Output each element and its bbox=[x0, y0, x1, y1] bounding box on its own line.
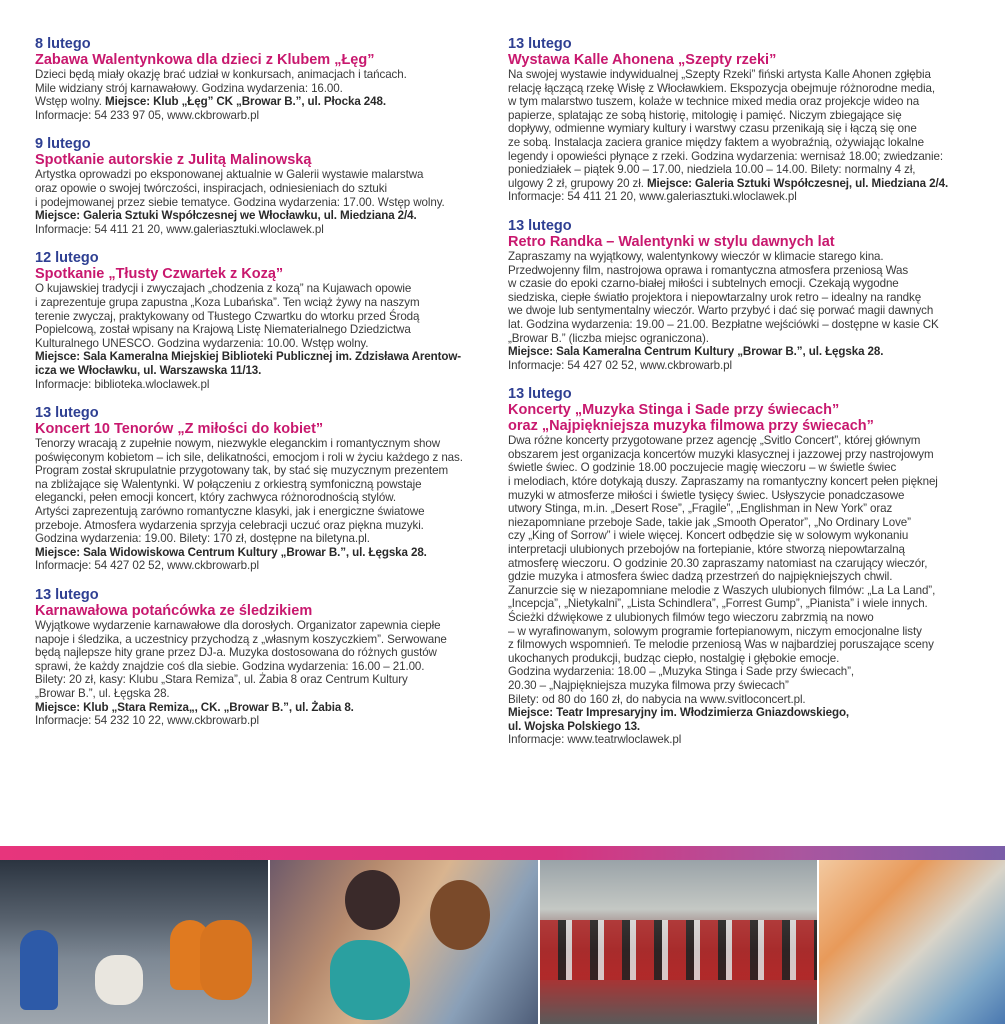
event-text-line bbox=[508, 82, 970, 96]
event-text-line bbox=[35, 559, 490, 573]
venue-text: Miejsce: Klub „Stara Remiza„, CK. „Browar B.”, ul. Żabia 8. bbox=[35, 700, 354, 714]
text-span: Bilety: 20 zł, kasy: Klubu „Stara Remiza”, ul. Żabia 8 oraz Centrum Kultury bbox=[35, 673, 408, 687]
event-text-line bbox=[508, 291, 970, 305]
event-text-line bbox=[508, 448, 970, 462]
text-span: sprawi, że każdy znajdzie coś dla siebie. Godzina wydarzenia: 16.00 – 21.00. bbox=[35, 659, 425, 673]
venue-text: Miejsce: Klub „Łęg” CK „Browar B.”, ul. Płocka 248. bbox=[105, 95, 386, 109]
venue-text: Miejsce: Sala Widowiskowa Centrum Kultury „Browar B.”, ul. Łęgska 28. bbox=[35, 545, 427, 559]
event-date: 13 lutego bbox=[35, 405, 99, 422]
text-span: legendy i opowieści płynące z rzeki. Godzina wydarzenia: wernisaż 18.00; zwiedzanie: bbox=[508, 149, 943, 163]
text-span: Popielcową, został wpisany na Krajową Listę Niematerialnego Dziedzictwa bbox=[35, 323, 411, 337]
event-title: Karnawałowa potańcówka ze śledzikiem bbox=[35, 603, 313, 620]
event-text-line bbox=[508, 163, 970, 177]
venue-text: Miejsce: Teatr Impresaryjny im. Włodzimierza Gniazdowskiego, bbox=[508, 706, 850, 720]
event-text-line bbox=[508, 264, 970, 278]
venue-text: Miejsce: Galeria Sztuki Współczesnej, ul. Miedziana 2/4. bbox=[646, 176, 949, 190]
text-span: napoje i śledzika, a uczestnicy przychodzą z „własnym koszyczkiem”. Serwowane bbox=[35, 632, 447, 646]
event-title: Koncerty „Muzyka Stinga i Sade przy świecach” bbox=[508, 402, 840, 419]
left-column bbox=[35, 36, 490, 742]
text-span: Wyjątkowe wydarzenie karnawałowe dla dorosłych. Organizator zapewnia ciepłe bbox=[35, 619, 441, 633]
event-text-line bbox=[508, 136, 970, 150]
event-text-line bbox=[508, 475, 970, 489]
text-span: Tenorzy wracają z zupełnie nowym, niezwykle eleganckim i romantycznym show bbox=[35, 437, 440, 451]
event-text-line bbox=[35, 437, 490, 451]
event-title: oraz „Najpiękniejsza muzyka filmowa przy świecach” bbox=[508, 418, 874, 435]
text-span: na zbliżające się Walentynki. W połączeniu z orkiestrą symfoniczną powstaje bbox=[35, 477, 422, 491]
event-block bbox=[35, 250, 490, 391]
event-text-line bbox=[508, 625, 970, 639]
text-span: muzyki w atmosferze miłości i świetle tysięcy świec. Usłyszycie ponadczasowe bbox=[508, 488, 905, 502]
text-span: lat. Godzina wydarzenia: 19.00 – 21.00. Bezpłatne wejściówki – dostępne w kasie CK bbox=[508, 317, 939, 331]
event-text-line bbox=[35, 350, 490, 364]
event-text-line bbox=[508, 693, 970, 707]
event-title: Spotkanie „Tłusty Czwartek z Kozą” bbox=[35, 266, 284, 283]
text-span: Informacje: 54 411 21 20, www.galeriasztuki.wloclawek.pl bbox=[35, 222, 324, 236]
text-span: O kujawskiej tradycji i zwyczajach „chodzenia z kozą” na Kujawach opowie bbox=[35, 282, 412, 296]
text-span: Kulturalnego UNESCO. Godzina wydarzenia: 10.00. Wstęp wolny. bbox=[35, 336, 369, 350]
event-text-line bbox=[508, 177, 970, 191]
text-span: Ścieżki dźwiękowe z ulubionych filmów tego wieczoru zabrzmią na nowo bbox=[508, 611, 874, 624]
text-span: Informacje: biblioteka.wloclawek.pl bbox=[35, 377, 210, 391]
text-span: Informacje: 54 232 10 22, www.ckbrowarb.pl bbox=[35, 714, 259, 728]
right-column bbox=[508, 36, 970, 761]
text-span: papierze, splatając ze sobą historię, mitologię i pamięć. Niczym zbiegające się bbox=[508, 108, 902, 122]
photo-carnival-group bbox=[540, 860, 817, 1024]
text-span: Informacje: www.teatrwloclawek.pl bbox=[508, 733, 682, 747]
text-span: Zapraszamy na wyjątkowy, walentynkowy wieczór w klimacie starego kina. bbox=[508, 249, 884, 263]
event-text-line bbox=[508, 109, 970, 123]
event-text-line bbox=[35, 660, 490, 674]
photo-abstract-painting bbox=[819, 860, 1005, 1024]
event-text-line bbox=[508, 277, 970, 291]
text-span: z filmowych wspomnień. Te melodie przeniosą Was w najbardziej poruszające sceny bbox=[508, 638, 934, 652]
event-text-line bbox=[35, 464, 490, 478]
event-text-line bbox=[508, 332, 970, 346]
event-date: 9 lutego bbox=[35, 136, 91, 153]
event-text-line bbox=[35, 223, 490, 237]
event-text-line bbox=[35, 282, 490, 296]
text-span: Przedwojenny film, nastrojowa oprawa i romantyczna atmosfera przeniosą Was bbox=[508, 263, 909, 277]
event-text-line bbox=[35, 82, 490, 96]
text-span: Godzina wydarzenia: 19.00. Bilety: 170 zł, dostępne na biletyna.pl. bbox=[35, 532, 370, 546]
text-span: Zanurzcie się w niezapomniane melodie z Waszych ulubionych filmów: „La La Land”, bbox=[508, 583, 936, 597]
text-span: przeboje. Atmosfera wydarzenia sprzyja celebracji uczuć oraz piękna muzyki. bbox=[35, 518, 424, 532]
text-span: Mile widziany strój karnawałowy. Godzina wydarzenia: 16.00. bbox=[35, 81, 343, 95]
text-span: atmosferę wieczoru. O godzinie 20.30 zapraszamy natomiast na czarujący wieczór, bbox=[508, 556, 928, 570]
text-span: Informacje: 54 427 02 52, www.ckbrowarb.pl bbox=[508, 358, 732, 372]
event-text-line bbox=[35, 519, 490, 533]
event-text-line bbox=[35, 209, 490, 223]
text-span: gdzie muzyka i atmosfera świec dadzą przestrzeń do najpiękniejszych chwil. bbox=[508, 570, 893, 584]
event-text-line bbox=[508, 489, 970, 503]
text-span: poświęconym kobietom – ich sile, delikatności, emocjom i roli w życiu każdego z nas. bbox=[35, 450, 463, 464]
event-text-line bbox=[508, 68, 970, 82]
text-span: ukochanych produkcji, budząc ciepło, nostalgię i głębokie emocje. bbox=[508, 651, 840, 665]
event-text-line bbox=[508, 190, 970, 204]
text-span: oraz opowie o swojej twórczości, inspiracjach, odniesieniach do sztuki bbox=[35, 181, 387, 195]
text-span: Na swojej wystawie indywidualnej „Szepty Rzeki” fiński artysta Kalle Ahonen zgłębia bbox=[508, 68, 931, 81]
event-text-line bbox=[508, 122, 970, 136]
venue-text: Miejsce: Galeria Sztuki Współczesnej we Włocławku, ul. Miedziana 2/4. bbox=[35, 209, 417, 223]
event-text-line bbox=[35, 546, 490, 560]
event-text-line bbox=[508, 359, 970, 373]
event-text-line bbox=[35, 701, 490, 715]
text-span: i podejmowanej przez siebie tematyce. Godzina wydarzenia: 17.00. Wstęp wolny. bbox=[35, 195, 445, 209]
text-span: będą najlepsze hity grane przez DJ-a. Muzyka dostosowana do różnych gustów bbox=[35, 646, 437, 660]
text-span: Informacje: 54 411 21 20, www.galeriasztuki.wloclawek.pl bbox=[508, 190, 797, 204]
event-text-line bbox=[508, 461, 970, 475]
text-span: w czasie do epoki czarno-białej miłości i subtelnych emocji. Czekają wygodne bbox=[508, 277, 899, 291]
text-span: we dwoje lub sentymentalny wieczór. Warto przybyć i dać się porwać magii dawnych bbox=[508, 304, 934, 318]
text-span: utwory Stinga, m.in. „Desert Rose”, „Fragile”, „Englishman in New York” oraz bbox=[508, 502, 893, 516]
text-span: Artystka oprowadzi po eksponowanej aktualnie w Galerii wystawie malarstwa bbox=[35, 168, 424, 182]
event-date: 8 lutego bbox=[35, 36, 91, 52]
event-title: Zabawa Walentynkowa dla dzieci z Klubem „Łęg” bbox=[35, 52, 375, 68]
event-text-line bbox=[35, 378, 490, 392]
text-span: ze sobą. Instalacja zaciera granice między faktem a wyobraźnią, ożywiając lokalne bbox=[508, 135, 924, 149]
venue-text: Miejsce: Sala Kameralna Centrum Kultury „Browar B.”, ul. Łęgska 28. bbox=[508, 345, 884, 359]
event-text-line bbox=[35, 323, 490, 337]
event-text-line bbox=[35, 296, 490, 310]
event-text-line bbox=[35, 646, 490, 660]
event-text-line bbox=[508, 570, 970, 584]
event-text-line bbox=[35, 714, 490, 728]
text-span: terenie zwyczaj, praktykowany od Tłustego Czwartku do wtorku przed Środą bbox=[35, 309, 420, 323]
event-text-line bbox=[508, 502, 970, 516]
event-text-line bbox=[35, 68, 490, 82]
event-text-line bbox=[508, 150, 970, 164]
event-text-line bbox=[508, 638, 970, 652]
event-text-line bbox=[508, 557, 970, 571]
event-text-line bbox=[35, 619, 490, 633]
event-text-line bbox=[508, 304, 970, 318]
event-text-line bbox=[508, 95, 970, 109]
text-span: niezapomniane przeboje Sade, takie jak „Smooth Operator”, „No Ordinary Love” bbox=[508, 515, 911, 529]
text-span: czy „King of Sorrow” i wiele więcej. Koncert odbędzie się w solowym wykonaniu bbox=[508, 529, 909, 543]
event-text-line bbox=[508, 720, 970, 734]
event-text-line bbox=[35, 196, 490, 210]
text-span: Wstęp wolny. bbox=[35, 95, 106, 109]
event-text-line bbox=[508, 706, 970, 720]
event-text-line bbox=[508, 665, 970, 679]
event-title: Spotkanie autorskie z Julitą Malinowską bbox=[35, 152, 312, 169]
photo-performers bbox=[270, 860, 538, 1024]
text-span: „Browar B.”, ul. Łęgska 28. bbox=[35, 687, 170, 700]
text-span: 20.30 – „Najpiękniejsza muzyka filmowa przy świecach” bbox=[508, 678, 789, 692]
event-text-line bbox=[35, 673, 490, 687]
event-text-line bbox=[508, 543, 970, 557]
event-block bbox=[35, 36, 490, 122]
text-span: Artyści zaprezentują zarówno romantyczne klasyki, jak i energiczne światowe bbox=[35, 505, 425, 519]
text-span: dopływy, odmienne wymiary kultury i warstwy czasu przenikają się i łączą się one bbox=[508, 122, 917, 136]
text-span: ulgowy 2 zł, grupowy 20 zł. bbox=[508, 176, 647, 190]
event-block bbox=[508, 218, 970, 372]
text-span: Informacje: 54 233 97 05, www.ckbrowarb.pl bbox=[35, 108, 259, 122]
event-block bbox=[35, 587, 490, 728]
event-text-line bbox=[35, 505, 490, 519]
text-span: Program został skrupulatnie przygotowany tak, by stać się muzycznym prezentem bbox=[35, 464, 449, 478]
event-text-line bbox=[35, 337, 490, 351]
event-title: Retro Randka – Walentynki w stylu dawnych lat bbox=[508, 233, 835, 250]
event-text-line bbox=[35, 451, 490, 465]
event-text-line bbox=[35, 182, 490, 196]
decorative-gradient-strip bbox=[0, 846, 1005, 860]
text-span: Informacje: 54 427 02 52, www.ckbrowarb.pl bbox=[35, 559, 259, 573]
event-text-line bbox=[508, 345, 970, 359]
event-text-line bbox=[35, 491, 490, 505]
event-date: 13 lutego bbox=[35, 587, 99, 604]
event-title: Koncert 10 Tenorów „Z miłości do kobiet” bbox=[35, 421, 324, 438]
event-text-line bbox=[508, 529, 970, 543]
event-text-line bbox=[508, 611, 970, 625]
event-block bbox=[35, 136, 490, 236]
event-text-line bbox=[508, 250, 970, 264]
venue-text: Miejsce: Sala Kameralna Miejskiej Biblioteki Publicznej im. Zdzisława Arentow- bbox=[35, 350, 462, 364]
text-span: Dzieci będą miały okazję brać udział w konkursach, animacjach i tańcach. bbox=[35, 68, 407, 81]
text-span: Bilety: od 80 do 160 zł, do nabycia na www.svitloconcert.pl. bbox=[508, 692, 806, 706]
event-date: 12 lutego bbox=[35, 250, 99, 267]
event-text-line bbox=[508, 597, 970, 611]
text-span: Dwa różne koncerty przygotowane przez agencję „Svitlo Concert”, której głównym bbox=[508, 434, 921, 448]
event-text-line bbox=[35, 687, 490, 701]
event-text-line bbox=[508, 652, 970, 666]
text-span: relację łączącą rzekę Wisłę z Włocławkiem. Ekspozycja obejmuje różnorodne media, bbox=[508, 81, 935, 95]
event-date: 13 lutego bbox=[508, 386, 572, 403]
event-block bbox=[35, 405, 490, 573]
venue-text: ul. Wojska Polskiego 13. bbox=[508, 719, 641, 733]
text-span: świetle świec. O godzinie 18.00 poczujecie magię wieczoru – w świetle świec bbox=[508, 461, 897, 475]
text-span: Godzina wydarzenia: 18.00 – „Muzyka Stinga i Sade przy świecach”, bbox=[508, 665, 854, 679]
event-date: 13 lutego bbox=[508, 36, 572, 52]
text-span: i melodiach, które dotykają duszy. Zapraszamy na romantyczny koncert pełen pięknej bbox=[508, 475, 938, 489]
text-span: i zaprezentuje grupa zapustna „Koza Lubańska”. Ten wciąż żywy na naszym bbox=[35, 295, 420, 309]
event-text-line bbox=[35, 633, 490, 647]
event-text-line bbox=[508, 318, 970, 332]
event-text-line bbox=[35, 95, 490, 109]
event-text-line bbox=[508, 516, 970, 530]
event-date: 13 lutego bbox=[508, 217, 572, 234]
text-span: poniedziałek – piątek 9.00 – 17.00, niedziela 10.00 – 14.00. Bilety: normalny 4 zł, bbox=[508, 163, 916, 177]
event-text-line bbox=[35, 478, 490, 492]
event-text-line bbox=[35, 109, 490, 123]
event-text-line bbox=[35, 364, 490, 378]
text-span: siedziska, ciepłe światło projektora i niepowtarzalny urok retro – idealny na randkę bbox=[508, 290, 922, 304]
text-span: interpretacji ulubionych przebojów na fortepianie, które stworzą niepowtarzalną bbox=[508, 543, 905, 557]
event-block bbox=[508, 36, 970, 204]
text-span: w tym malarstwo tuszem, kolaże w technice mixed media oraz projekcje wideo na bbox=[508, 95, 920, 109]
event-text-line bbox=[35, 310, 490, 324]
text-span: elegancki, pełen emocji koncert, który zachwyca różnorodnością stylów. bbox=[35, 491, 396, 505]
text-span: „Incepcja”, „Nietykalni”, „Lista Schindlera”, „Forrest Gump”, „Pianista” i wiele innych. bbox=[508, 597, 928, 611]
text-span: obszarem jest organizacja koncertów muzyki klasycznej i jazzowej przy nastrojowym bbox=[508, 447, 934, 461]
photo-sculptures bbox=[0, 860, 268, 1024]
event-text-line bbox=[508, 434, 970, 448]
event-text-line bbox=[35, 532, 490, 546]
event-text-line bbox=[35, 168, 490, 182]
venue-text: icza we Włocławku, ul. Warszawska 11/13. bbox=[35, 363, 262, 377]
text-span: „Browar B.” (liczba miejsc ograniczona). bbox=[508, 331, 709, 345]
event-title: Wystawa Kalle Ahonena „Szepty rzeki” bbox=[508, 52, 777, 68]
event-text-line bbox=[508, 733, 970, 747]
event-text-line bbox=[508, 679, 970, 693]
event-text-line bbox=[508, 584, 970, 598]
text-span: – w wyrafinowanym, solowym programie fortepianowym, niczym emocjonalne listy bbox=[508, 624, 922, 638]
event-block bbox=[508, 386, 970, 747]
